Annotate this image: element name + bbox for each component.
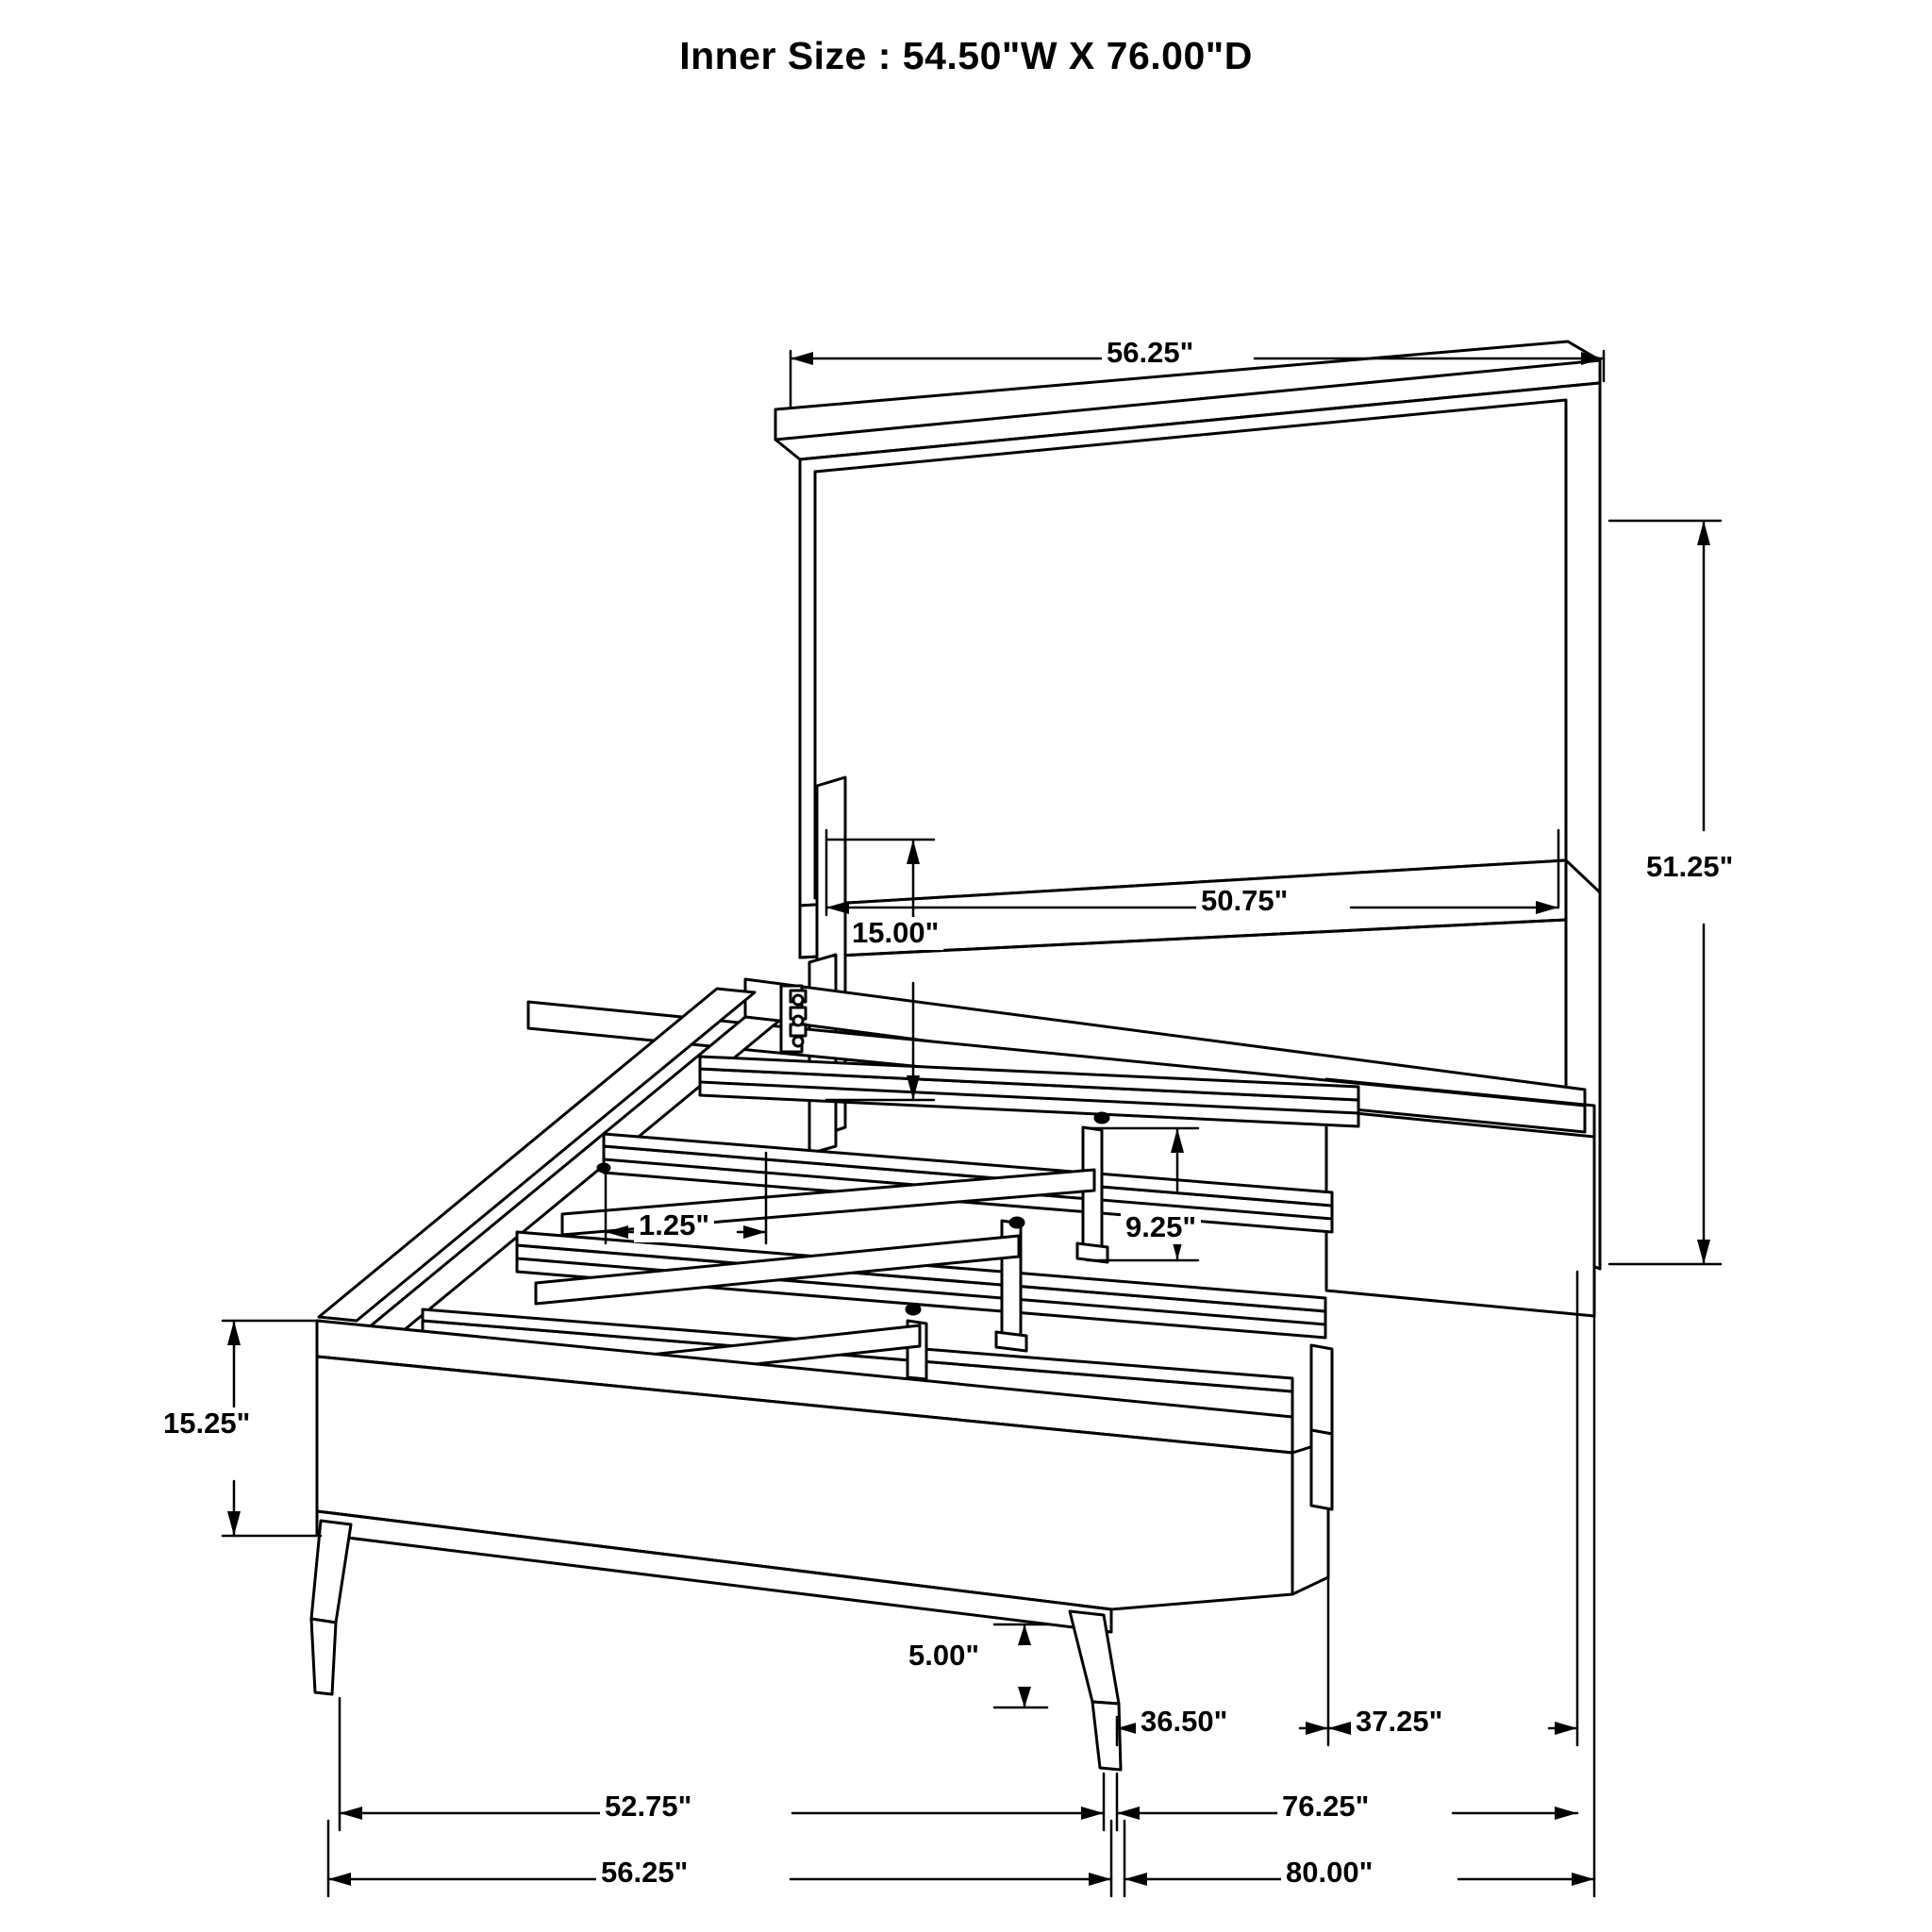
dimension-label-headboard-panel-width: 50.75" bbox=[1196, 885, 1292, 918]
dimension-label-slat-to-headboard: 15.00" bbox=[847, 917, 943, 950]
dimension-label-headboard-height: 51.25" bbox=[1641, 851, 1738, 884]
dimension-label-floor-clearance: 5.00" bbox=[904, 1640, 984, 1673]
dimension-label-bed-outer-depth: 80.00" bbox=[1281, 1857, 1377, 1890]
dimension-label-leg-clearance: 9.25" bbox=[1121, 1211, 1201, 1244]
dimension-label-headboard-leg-offset: 37.25" bbox=[1351, 1706, 1447, 1739]
dimension-label-rail-thickness: 1.25" bbox=[634, 1209, 714, 1242]
dimension-label-bed-inner-depth: 76.25" bbox=[1277, 1790, 1374, 1824]
dimension-label-bed-outer-width: 56.25" bbox=[596, 1857, 692, 1890]
dimension-label-footboard-inner-width: 52.75" bbox=[600, 1790, 696, 1824]
dimension-label-footboard-height: 15.25" bbox=[158, 1407, 255, 1441]
dimension-label-headboard-width: 56.25" bbox=[1102, 337, 1198, 370]
dimension-label-footboard-leg-offset: 36.50" bbox=[1136, 1706, 1232, 1739]
page-title: Inner Size : 54.50"W X 76.00"D bbox=[679, 34, 1253, 77]
